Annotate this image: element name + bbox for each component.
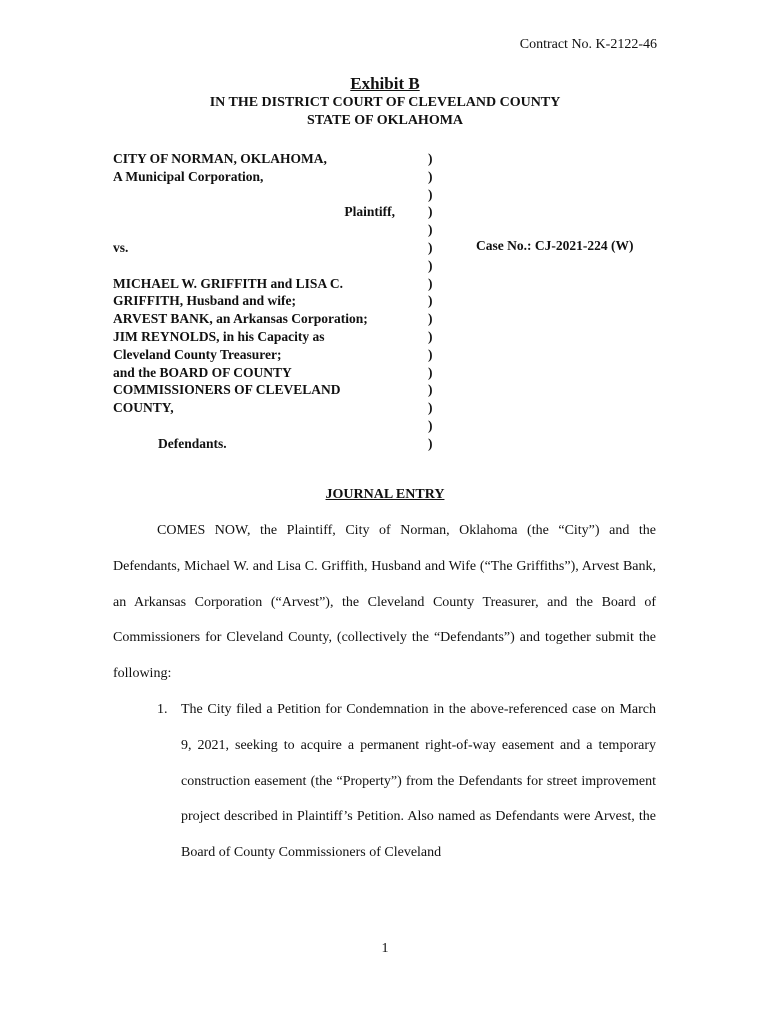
defendant-line: COUNTY,	[113, 400, 174, 416]
defendant-line: JIM REYNOLDS, in his Capacity as	[113, 328, 325, 344]
plaintiff-description: A Municipal Corporation,	[113, 168, 264, 184]
caption-paren: )	[428, 222, 433, 238]
defendant-line: MICHAEL W. GRIFFITH and LISA C.	[113, 275, 343, 291]
defendant-line: GRIFFITH, Husband and wife;	[113, 293, 297, 309]
case-number: Case No.: CJ-2021-224 (W)	[476, 238, 634, 253]
caption-paren: )	[428, 275, 433, 291]
caption-paren: )	[428, 417, 433, 433]
caption-paren: )	[428, 435, 433, 451]
caption-paren: )	[428, 328, 433, 344]
plaintiff-label: Plaintiff,	[344, 204, 395, 220]
versus-label: vs.	[113, 239, 129, 255]
item-text: The City filed a Petition for Condemnation in the above-referenced case on March 9, 2021, seeking to acquire a permanent right-of-way easement and a temporary construction easement (the “Property”) from the Defendants for street improvement project described in Plaintiff’s Petition. Also named as Defendants were Arvest, the Board of County Commissioners of Cleveland	[181, 702, 656, 861]
defendant-line: ARVEST BANK, an Arkansas Corporation;	[113, 311, 368, 327]
caption-paren: )	[428, 364, 433, 380]
caption-paren: )	[428, 168, 433, 184]
caption-paren: )	[428, 257, 433, 273]
court-name: IN THE DISTRICT COURT OF CLEVELAND COUNTY	[209, 95, 561, 110]
case-caption	[113, 150, 403, 453]
caption-paren: )	[428, 400, 433, 416]
defendant-line: COMMISSIONERS OF CLEVELAND	[113, 382, 341, 398]
court-state: STATE OF OKLAHOMA	[306, 113, 464, 128]
journal-entry-heading: JOURNAL ENTRY	[325, 487, 445, 502]
contract-number: Contract No. K-2122-46	[519, 37, 657, 52]
caption-paren: )	[428, 293, 433, 309]
page-number: 1	[381, 941, 389, 956]
caption-paren: )	[428, 346, 433, 362]
list-item-1	[157, 692, 656, 871]
defendants-label: Defendants.	[158, 435, 227, 451]
caption-paren: )	[428, 239, 433, 255]
exhibit-title: Exhibit B	[350, 74, 420, 93]
defendants-list	[113, 275, 403, 417]
caption-paren: )	[428, 151, 433, 166]
caption-paren: )	[428, 204, 433, 220]
intro-paragraph: COMES NOW, the Plaintiff, City of Norman, Oklahoma (the “City”) and the Defendants, Michael W. and Lisa C. Griffith, Husband and Wife (“The Griffiths”), Arvest Bank, an Arkansas Corporation (“Arvest”), the Cleveland County Treasurer, and the Board of Commissioners for Cleveland County, (collectively the “Defendants”) and together submit the following:	[113, 523, 656, 682]
defendant-line: and the BOARD OF COUNTY	[113, 364, 292, 380]
plaintiff-name: CITY OF NORMAN, OKLAHOMA,	[113, 151, 327, 166]
caption-paren: )	[428, 382, 433, 398]
caption-paren: )	[428, 186, 433, 202]
caption-paren: )	[428, 311, 433, 327]
caption-parentheses	[428, 150, 433, 453]
item-number: 1.	[157, 702, 168, 717]
defendant-line: Cleveland County Treasurer;	[113, 346, 282, 362]
